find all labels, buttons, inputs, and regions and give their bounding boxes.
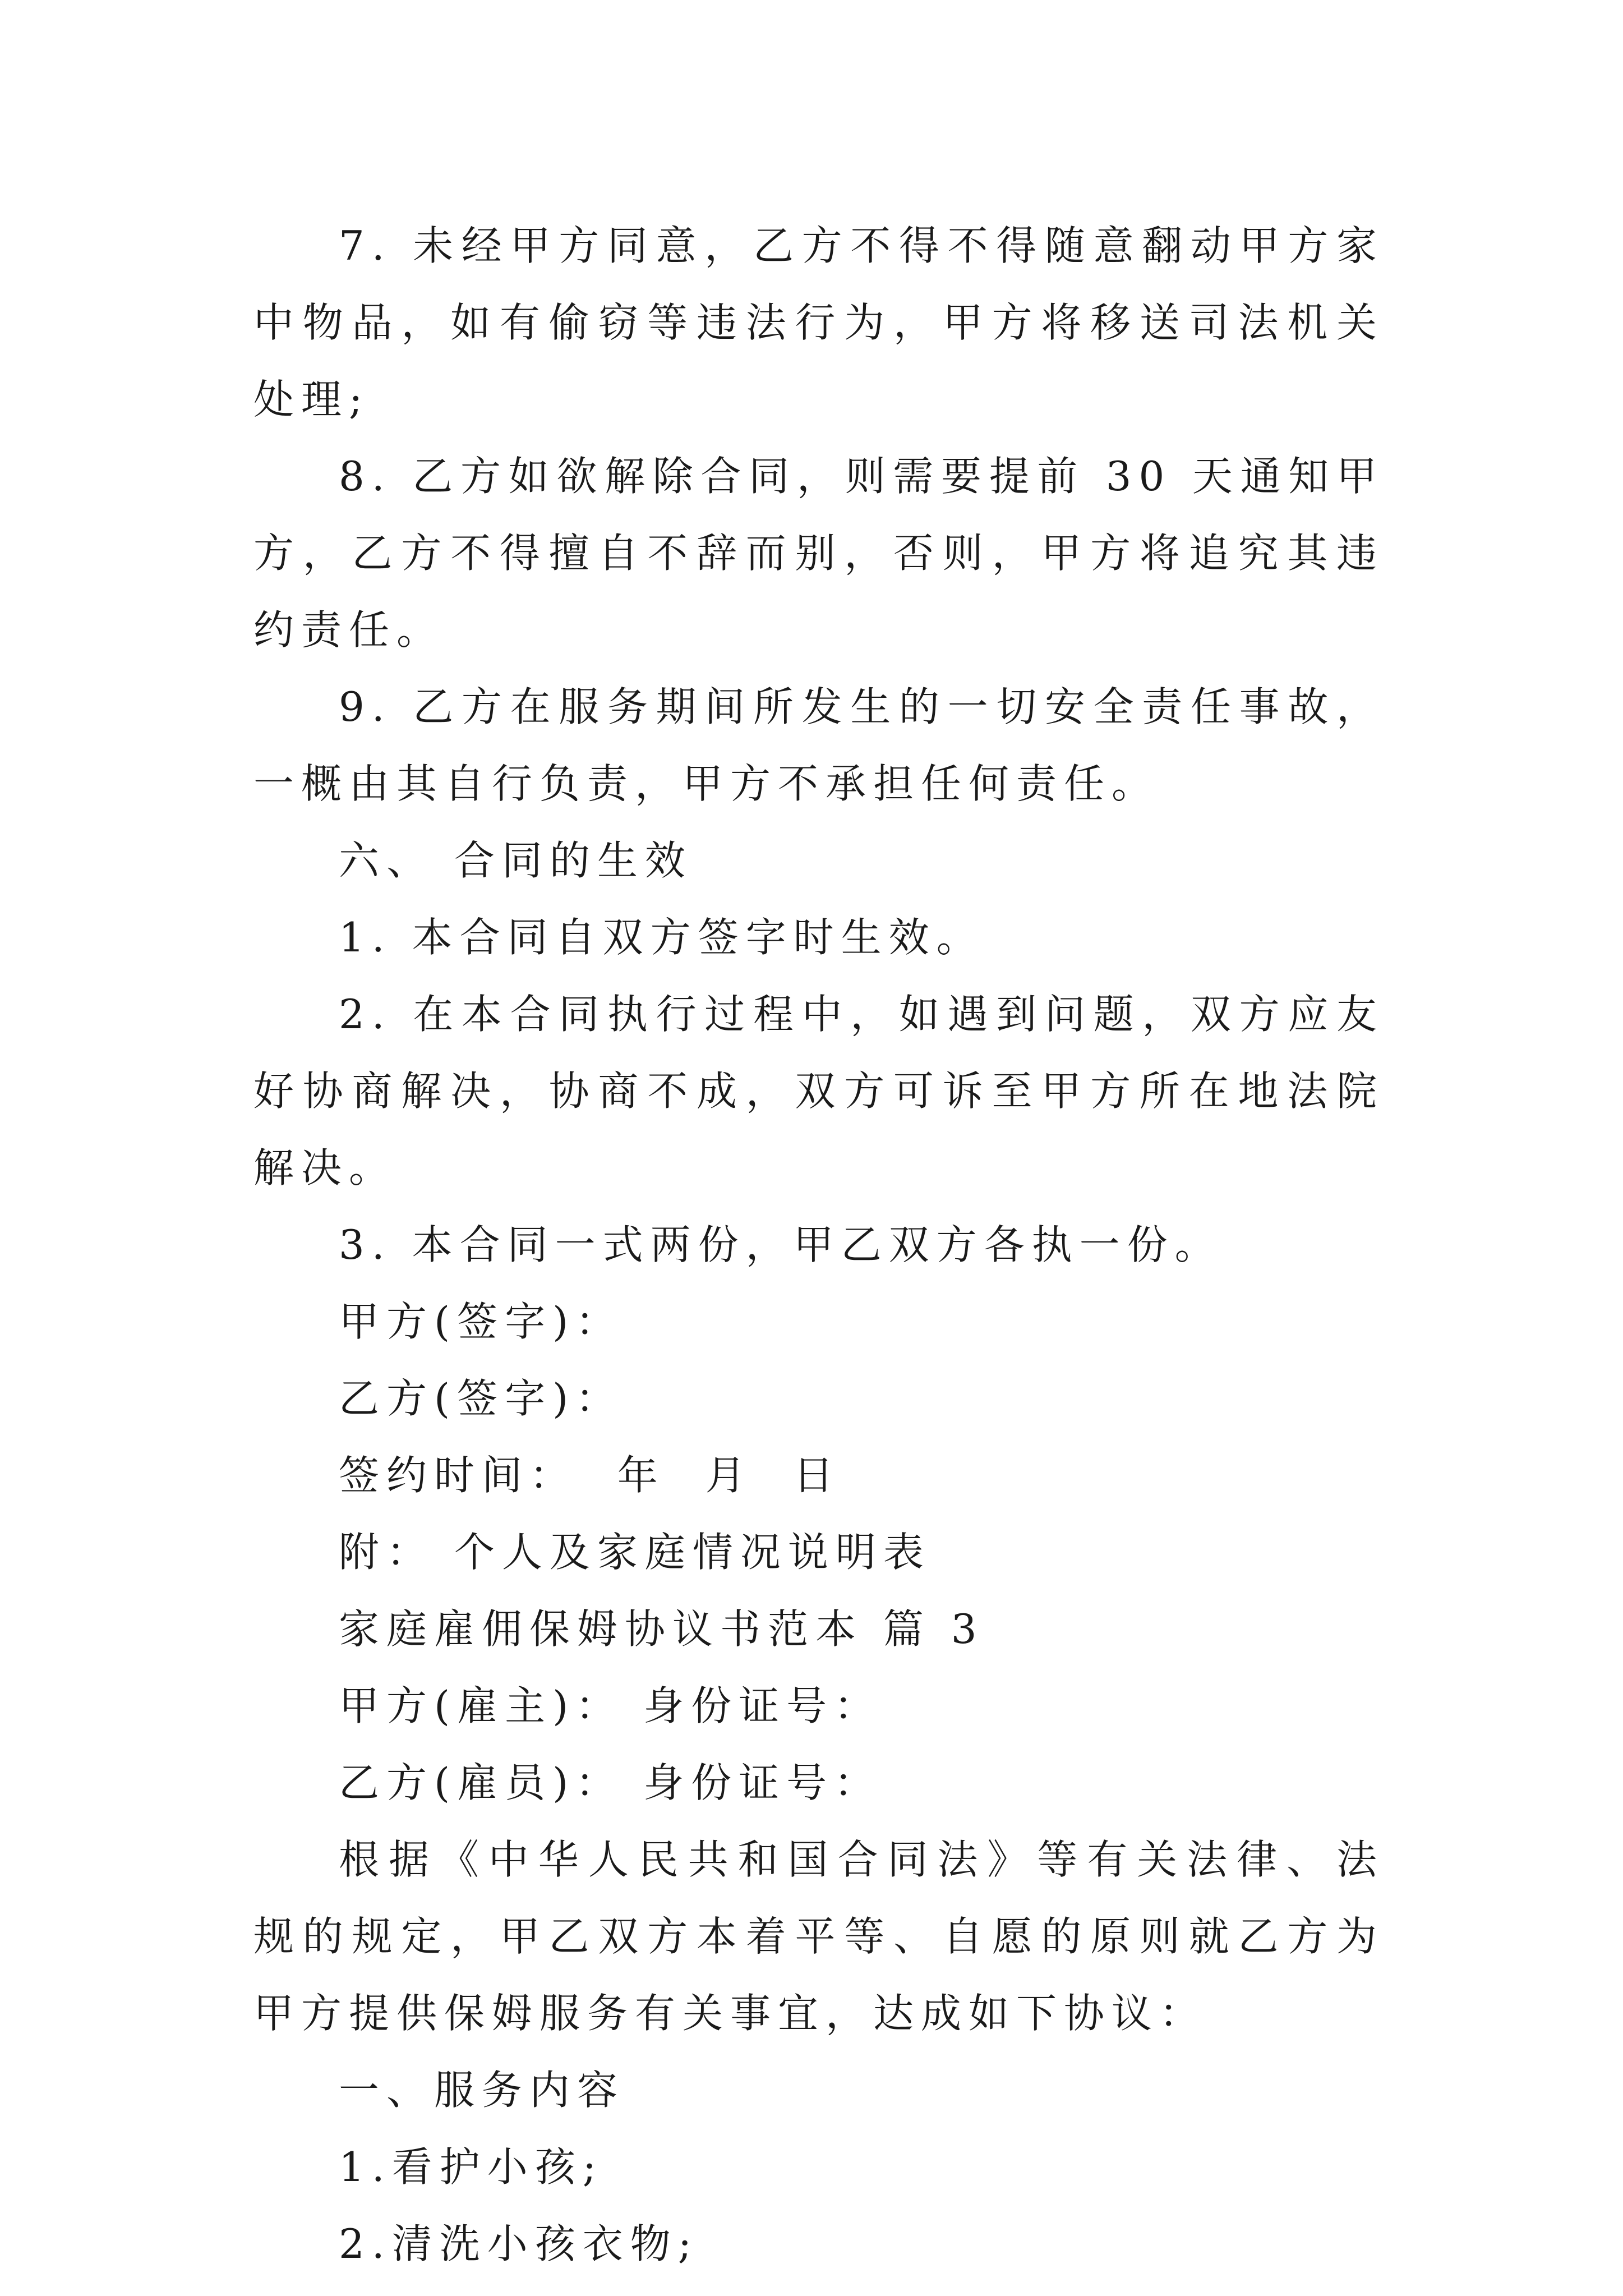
service-item-2: 2.清洗小孩衣物; <box>339 2220 699 2267</box>
party-b-signature-line: 乙方(签字)： <box>339 1375 624 1422</box>
section-heading-contract-effect: 六、 合同的生效 <box>339 837 693 884</box>
employee-line: 乙方(雇员)： 身份证号： <box>339 1759 882 1806</box>
clause-7: 7. 未经甲方同意，乙方不得不得随意翻动甲方家中物品，如有偷窃等违法行为，甲方将移送司法机关处理; <box>253 222 1384 423</box>
attachment-line: 附： 个人及家庭情况说明表 <box>339 1529 931 1576</box>
effect-clause-1: 1. 本合同自双方签字时生效。 <box>339 914 984 961</box>
effect-clause-2: 2. 在本合同执行过程中，如遇到问题，双方应友好协商解决，协商不成，双方可诉至甲方所在地法院解决。 <box>253 991 1384 1191</box>
party-a-signature-line: 甲方(签字)： <box>339 1298 624 1345</box>
employer-line: 甲方(雇主)： 身份证号： <box>339 1682 882 1729</box>
service-item-1: 1.看护小孩; <box>339 2143 603 2191</box>
preamble-paragraph: 根据《中华人民共和国合同法》等有关法律、法规的规定，甲乙双方本着平等、自愿的原则就乙方为甲方提供保姆服务有关事宜，达成如下协议： <box>253 1836 1384 2037</box>
effect-clause-3: 3. 本合同一式两份，甲乙双方各执一份。 <box>339 1221 1223 1268</box>
clause-8: 8. 乙方如欲解除合同，则需要提前 30 天通知甲方，乙方不得擅自不辞而别，否则，甲方将追究其违约责任。 <box>253 453 1384 654</box>
document-body <box>253 208 1384 2283</box>
section-heading-service-content: 一、服务内容 <box>339 2067 625 2114</box>
signing-date-line: 签约时间： 年 月 日 <box>339 1452 841 1499</box>
clause-9: 9. 乙方在服务期间所发生的一切安全责任事故，一概由其自行负责，甲方不承担任何责任。 <box>253 683 1384 807</box>
template-title: 家庭雇佣保姆协议书范本 篇 3 <box>339 1605 984 1653</box>
